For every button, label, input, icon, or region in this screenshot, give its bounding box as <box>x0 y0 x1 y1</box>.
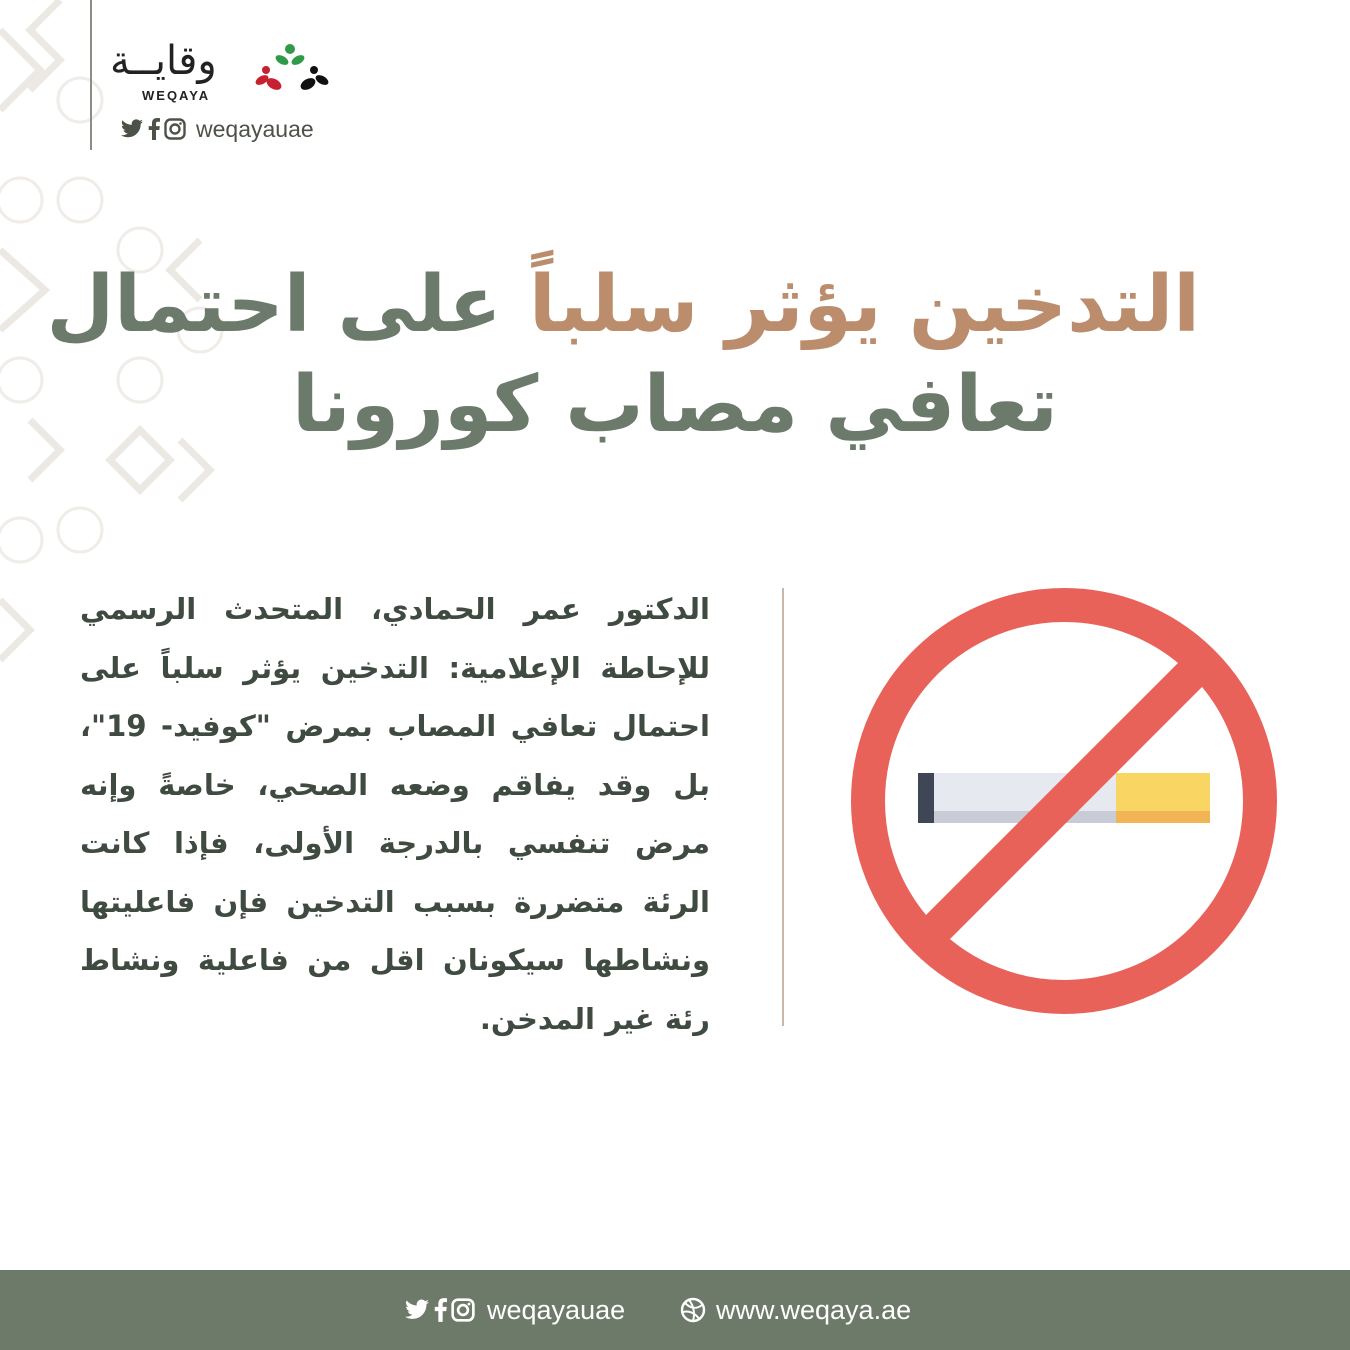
title-line-1 <box>46 255 1200 355</box>
page-title <box>46 255 1200 455</box>
title-line-2: تعافي مصاب كورونا <box>292 360 1058 450</box>
twitter-icon[interactable] <box>404 1299 430 1321</box>
globe-icon <box>680 1297 706 1323</box>
footer-social-handle[interactable]: weqayauae <box>487 1294 626 1325</box>
footer-social <box>404 1296 625 1324</box>
content-divider <box>782 588 784 1026</box>
logo-text-english: WEQAYA <box>142 88 211 103</box>
instagram-icon[interactable] <box>451 1298 475 1322</box>
header-social <box>120 116 314 142</box>
facebook-icon[interactable] <box>434 1298 447 1322</box>
instagram-icon[interactable] <box>164 118 186 140</box>
facebook-icon[interactable] <box>148 118 160 140</box>
weqaya-logo-mark-icon <box>252 40 334 98</box>
logo-text-arabic: وقايــة <box>110 38 217 84</box>
title-main-text: على احتمال <box>46 260 502 350</box>
body-paragraph: الدكتور عمر الحمادي، المتحدث الرسمي للإحاطة الإعلامية: التدخين يؤثر سلباً على احتمال تعافي المصاب بمرض "كوفيد- 19"، بل وقد يفاقم وضعه الصحي، خاصةً وإنه مرض تنفسي بالدرجة الأولى، فإذا كانت الرئة متضررة بسبب التدخين فإن فاعليتها ونشاطها سيكونان اقل من فاعلية ونشاط رئة غير المدخن. <box>80 592 710 1036</box>
twitter-icon[interactable] <box>120 119 144 139</box>
footer-website-link[interactable]: www.weqaya.ae <box>716 1294 912 1325</box>
header-social-handle[interactable]: weqayauae <box>196 115 314 142</box>
title-accent-text: التدخين يؤثر سلباً <box>528 260 1200 350</box>
footer-website <box>680 1293 911 1327</box>
header-divider <box>90 0 92 150</box>
footer-bar <box>0 1270 1350 1350</box>
no-smoking-icon <box>846 583 1282 1019</box>
weqaya-logo <box>110 38 340 108</box>
